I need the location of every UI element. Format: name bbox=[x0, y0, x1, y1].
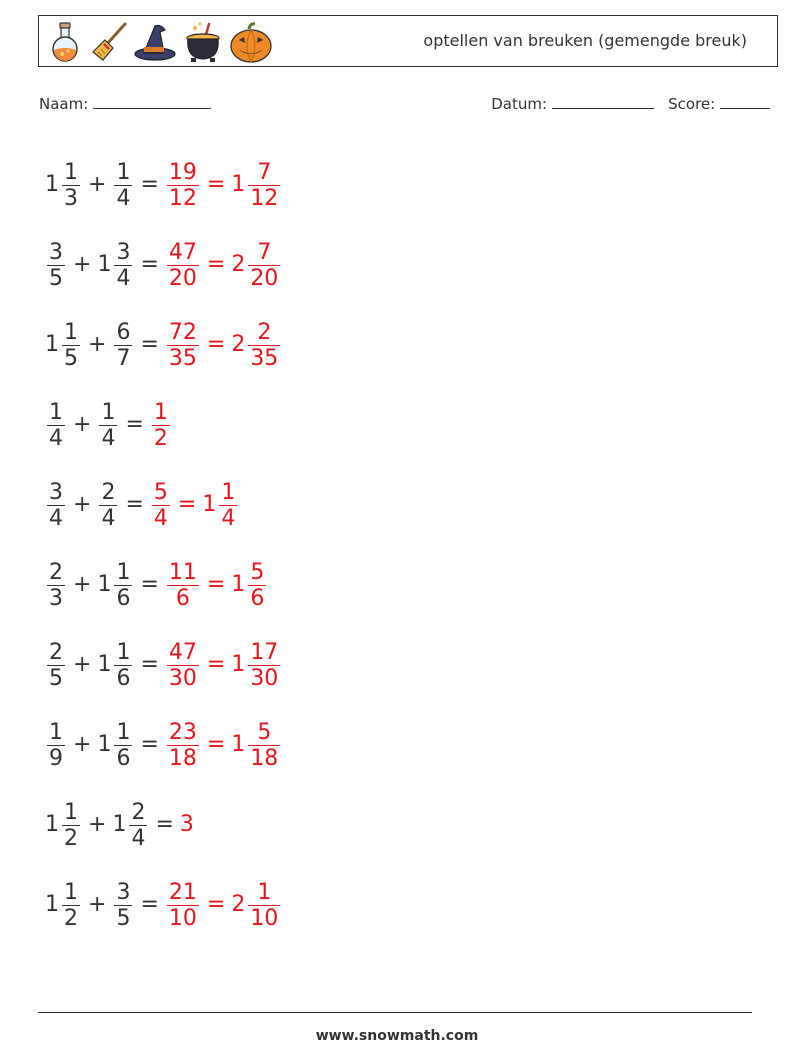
addend-a-group bbox=[45, 320, 82, 371]
header-box bbox=[38, 15, 778, 67]
name-line[interactable] bbox=[93, 92, 211, 109]
broom-icon bbox=[89, 20, 129, 64]
answer-mixed-numerator: 5 bbox=[250, 559, 265, 585]
problem-row bbox=[45, 465, 282, 545]
addend-a-group bbox=[45, 640, 67, 691]
addend-b-fraction bbox=[99, 400, 117, 451]
addend-a-fraction bbox=[47, 640, 65, 691]
answer-improper-fraction bbox=[167, 640, 199, 691]
answer-mixed-numerator: 7 bbox=[257, 159, 272, 185]
addend-a-denominator: 2 bbox=[64, 825, 78, 851]
date-label: Datum: bbox=[491, 95, 548, 113]
answer-improper-denominator: 18 bbox=[168, 745, 197, 771]
addend-b-denominator: 4 bbox=[101, 505, 116, 531]
addend-a-fraction bbox=[47, 560, 65, 611]
answer bbox=[165, 160, 282, 211]
answer-improper-denominator: 30 bbox=[168, 665, 197, 691]
answer-improper-fraction bbox=[167, 160, 199, 211]
addend-a-fraction bbox=[62, 320, 80, 371]
problem-list bbox=[45, 145, 282, 945]
answer-improper-numerator: 47 bbox=[168, 239, 197, 265]
answer-mixed-denominator: 18 bbox=[250, 745, 279, 771]
addend-b-group bbox=[97, 400, 119, 451]
addend-a-fraction bbox=[62, 800, 80, 851]
answer-improper-group bbox=[165, 720, 201, 771]
answer-improper-group bbox=[150, 480, 172, 531]
answer-mixed-group bbox=[231, 320, 282, 371]
answer-improper-denominator: 20 bbox=[168, 265, 197, 291]
answer-improper-denominator: 10 bbox=[168, 905, 197, 931]
addend-b-whole: 1 bbox=[97, 652, 112, 677]
addend-b-group bbox=[97, 640, 134, 691]
answer-mixed-group bbox=[231, 160, 282, 211]
addend-b-numerator: 1 bbox=[116, 559, 131, 585]
addend-a-fraction bbox=[47, 480, 65, 531]
answer-mixed-numerator: 17 bbox=[250, 639, 279, 665]
footer-url: www.snowmath.com bbox=[315, 1028, 479, 1044]
answer-mixed-denominator: 35 bbox=[250, 345, 279, 371]
equals-sign: = bbox=[140, 572, 159, 597]
answer-improper-numerator: 72 bbox=[168, 319, 197, 345]
answer-mixed-group bbox=[231, 560, 268, 611]
name-field bbox=[39, 92, 211, 116]
problem-row bbox=[45, 865, 282, 945]
answer-mixed-whole: 2 bbox=[231, 252, 246, 277]
addend-b-numerator: 1 bbox=[116, 719, 131, 745]
problem-row bbox=[45, 385, 282, 465]
addend-b-denominator: 4 bbox=[116, 265, 131, 291]
addend-b-denominator: 6 bbox=[116, 665, 131, 691]
answer-improper-group bbox=[150, 400, 172, 451]
answer-whole: 3 bbox=[179, 812, 194, 837]
cauldron-icon bbox=[181, 20, 225, 64]
answer-improper-denominator: 2 bbox=[153, 425, 168, 451]
addend-b-fraction bbox=[114, 880, 132, 931]
addend-b-group bbox=[97, 720, 134, 771]
answer-improper-fraction bbox=[167, 320, 199, 371]
addend-a-fraction bbox=[47, 720, 65, 771]
answer-mixed-group bbox=[231, 720, 282, 771]
addend-a-fraction bbox=[47, 240, 65, 291]
answer-mixed-group bbox=[231, 240, 282, 291]
answer-mixed-numerator: 2 bbox=[257, 319, 272, 345]
answer-mixed-denominator: 4 bbox=[221, 505, 236, 531]
addend-a-fraction bbox=[62, 160, 80, 211]
name-label: Naam: bbox=[39, 95, 89, 113]
addend-b-numerator: 2 bbox=[131, 799, 146, 825]
addend-a-denominator: 5 bbox=[64, 345, 78, 371]
answer-mixed-fraction bbox=[248, 320, 280, 371]
answer bbox=[165, 880, 282, 931]
addend-a-whole: 1 bbox=[45, 892, 59, 917]
answer-improper-fraction bbox=[167, 560, 199, 611]
addend-b-whole: 1 bbox=[97, 572, 112, 597]
addend-a-group bbox=[45, 720, 67, 771]
addend-a-group bbox=[45, 560, 67, 611]
addend-b-numerator: 6 bbox=[116, 319, 131, 345]
equals-sign: = bbox=[140, 252, 159, 277]
answer bbox=[150, 480, 239, 531]
equals-sign: = bbox=[140, 172, 159, 197]
score-line[interactable] bbox=[720, 92, 770, 109]
equals-sign: = bbox=[125, 412, 144, 437]
addend-b-numerator: 1 bbox=[116, 639, 131, 665]
addend-b-denominator: 4 bbox=[116, 185, 131, 211]
addend-b-numerator: 2 bbox=[101, 479, 116, 505]
addend-a-group bbox=[45, 480, 67, 531]
equals-sign: = bbox=[140, 652, 159, 677]
problem-row bbox=[45, 225, 282, 305]
plus-sign: + bbox=[73, 652, 92, 677]
addend-a-denominator: 3 bbox=[64, 185, 78, 211]
problem-row bbox=[45, 145, 282, 225]
answer-mixed-whole: 2 bbox=[231, 332, 246, 357]
answer-improper-numerator: 19 bbox=[168, 159, 197, 185]
addend-a-group bbox=[45, 800, 82, 851]
addend-a-fraction bbox=[62, 880, 80, 931]
answer-mixed-fraction bbox=[248, 720, 280, 771]
addend-a-whole: 1 bbox=[45, 332, 59, 357]
addend-a-numerator: 3 bbox=[49, 479, 63, 505]
equals-sign: = bbox=[125, 492, 144, 517]
addend-a-denominator: 2 bbox=[64, 905, 78, 931]
answer-mixed-fraction bbox=[248, 640, 280, 691]
addend-b-group bbox=[97, 480, 119, 531]
score-label: Score: bbox=[668, 95, 716, 113]
addend-a-numerator: 1 bbox=[49, 399, 63, 425]
plus-sign: + bbox=[73, 492, 92, 517]
worksheet-title: optellen van breuken (gemengde breuk) bbox=[423, 31, 747, 50]
answer-mixed-fraction bbox=[248, 160, 280, 211]
addend-b-fraction bbox=[114, 560, 132, 611]
answer bbox=[165, 320, 282, 371]
answer-mixed-fraction bbox=[248, 880, 280, 931]
addend-a-numerator: 1 bbox=[64, 799, 78, 825]
answer-improper-group bbox=[165, 240, 201, 291]
addend-b-fraction bbox=[114, 320, 132, 371]
addend-a-group bbox=[45, 880, 82, 931]
witch-hat-icon bbox=[133, 20, 177, 64]
answer-improper-group bbox=[165, 320, 201, 371]
answer-improper-numerator: 11 bbox=[168, 559, 197, 585]
answer-improper-numerator: 47 bbox=[168, 639, 197, 665]
addend-b-group bbox=[112, 160, 134, 211]
answer-improper-fraction bbox=[152, 400, 170, 451]
addend-b-fraction bbox=[99, 480, 117, 531]
plus-sign: + bbox=[88, 172, 107, 197]
addend-b-fraction bbox=[114, 640, 132, 691]
addend-a-numerator: 1 bbox=[64, 879, 78, 905]
addend-b-numerator: 3 bbox=[116, 879, 131, 905]
answer-equals-sign: = bbox=[206, 252, 226, 277]
answer bbox=[165, 240, 282, 291]
addend-b-group bbox=[97, 240, 134, 291]
addend-b-group bbox=[97, 560, 134, 611]
answer-equals-sign: = bbox=[177, 492, 197, 517]
pumpkin-icon bbox=[229, 20, 273, 64]
answer-improper-fraction bbox=[152, 480, 170, 531]
problem-row bbox=[45, 625, 282, 705]
answer-improper-denominator: 4 bbox=[153, 505, 168, 531]
answer-improper-denominator: 12 bbox=[168, 185, 197, 211]
addend-b-numerator: 3 bbox=[116, 239, 131, 265]
addend-b-fraction bbox=[114, 240, 132, 291]
answer-improper-group bbox=[165, 160, 201, 211]
plus-sign: + bbox=[73, 572, 92, 597]
answer-improper-fraction bbox=[167, 240, 199, 291]
icon-row bbox=[45, 18, 273, 66]
problem-row bbox=[45, 785, 282, 865]
answer-mixed-denominator: 6 bbox=[250, 585, 265, 611]
addend-b-whole: 1 bbox=[112, 812, 127, 837]
answer-improper-numerator: 21 bbox=[168, 879, 197, 905]
addend-b-fraction bbox=[114, 720, 132, 771]
plus-sign: + bbox=[73, 732, 92, 757]
answer-mixed-whole: 1 bbox=[231, 652, 246, 677]
answer-improper-fraction bbox=[167, 880, 199, 931]
addend-a-group bbox=[45, 240, 67, 291]
plus-sign: + bbox=[73, 412, 92, 437]
addend-b-denominator: 6 bbox=[116, 585, 131, 611]
addend-a-denominator: 4 bbox=[49, 425, 63, 451]
equals-sign: = bbox=[140, 732, 159, 757]
answer bbox=[165, 640, 282, 691]
footer-divider bbox=[38, 1012, 752, 1013]
answer-improper-denominator: 35 bbox=[168, 345, 197, 371]
addend-a-numerator: 2 bbox=[49, 559, 63, 585]
addend-a-numerator: 2 bbox=[49, 639, 63, 665]
equals-sign: = bbox=[155, 812, 174, 837]
potion-icon bbox=[45, 20, 85, 64]
addend-b-whole: 1 bbox=[97, 732, 112, 757]
addend-b-denominator: 4 bbox=[101, 425, 116, 451]
addend-a-denominator: 3 bbox=[49, 585, 63, 611]
answer-improper-denominator: 6 bbox=[175, 585, 190, 611]
answer-mixed-whole: 2 bbox=[231, 892, 246, 917]
answer-equals-sign: = bbox=[206, 732, 226, 757]
equals-sign: = bbox=[140, 332, 159, 357]
addend-a-numerator: 1 bbox=[64, 319, 78, 345]
answer-improper-numerator: 5 bbox=[153, 479, 168, 505]
answer-mixed-fraction bbox=[248, 560, 266, 611]
answer-equals-sign: = bbox=[206, 892, 226, 917]
addend-b-group bbox=[112, 880, 134, 931]
addend-b-numerator: 1 bbox=[116, 159, 131, 185]
answer-mixed-group bbox=[231, 880, 282, 931]
answer-mixed-numerator: 7 bbox=[257, 239, 272, 265]
answer-improper-group bbox=[165, 560, 201, 611]
answer-improper-numerator: 23 bbox=[168, 719, 197, 745]
answer-improper-numerator: 1 bbox=[153, 399, 168, 425]
answer-equals-sign: = bbox=[206, 332, 226, 357]
answer-mixed-denominator: 12 bbox=[250, 185, 279, 211]
addend-b-whole: 1 bbox=[97, 252, 112, 277]
answer-mixed-group bbox=[231, 640, 282, 691]
answer-mixed-denominator: 20 bbox=[250, 265, 279, 291]
addend-a-numerator: 1 bbox=[64, 159, 78, 185]
plus-sign: + bbox=[88, 332, 107, 357]
equals-sign: = bbox=[140, 892, 159, 917]
answer bbox=[150, 400, 172, 451]
addend-a-denominator: 4 bbox=[49, 505, 63, 531]
date-line[interactable] bbox=[552, 92, 654, 109]
addend-b-denominator: 5 bbox=[116, 905, 131, 931]
addend-a-group bbox=[45, 160, 82, 211]
addend-b-denominator: 4 bbox=[131, 825, 146, 851]
addend-a-denominator: 5 bbox=[49, 265, 63, 291]
answer-mixed-whole: 1 bbox=[231, 572, 246, 597]
addend-a-denominator: 9 bbox=[49, 745, 63, 771]
answer-mixed-denominator: 10 bbox=[250, 905, 279, 931]
addend-a-numerator: 1 bbox=[49, 719, 63, 745]
answer bbox=[165, 720, 282, 771]
addend-a-group bbox=[45, 400, 67, 451]
addend-a-denominator: 5 bbox=[49, 665, 63, 691]
problem-row bbox=[45, 705, 282, 785]
answer-equals-sign: = bbox=[206, 172, 226, 197]
answer-equals-sign: = bbox=[206, 652, 226, 677]
problem-row bbox=[45, 545, 282, 625]
addend-a-whole: 1 bbox=[45, 812, 59, 837]
answer-mixed-whole: 1 bbox=[202, 492, 217, 517]
answer-improper-group bbox=[165, 880, 201, 931]
answer bbox=[165, 560, 268, 611]
addend-b-denominator: 7 bbox=[116, 345, 131, 371]
plus-sign: + bbox=[88, 892, 107, 917]
answer-improper-fraction bbox=[167, 720, 199, 771]
answer-mixed-numerator: 5 bbox=[257, 719, 272, 745]
addend-b-denominator: 6 bbox=[116, 745, 131, 771]
answer-mixed-denominator: 30 bbox=[250, 665, 279, 691]
plus-sign: + bbox=[88, 812, 107, 837]
addend-a-whole: 1 bbox=[45, 172, 59, 197]
answer-mixed-numerator: 1 bbox=[257, 879, 272, 905]
answer bbox=[180, 814, 194, 836]
answer-mixed-whole: 1 bbox=[231, 172, 246, 197]
answer-mixed-whole: 1 bbox=[231, 732, 246, 757]
answer-equals-sign: = bbox=[206, 572, 226, 597]
answer-mixed-numerator: 1 bbox=[221, 479, 236, 505]
addend-b-group bbox=[112, 320, 134, 371]
addend-b-group bbox=[112, 800, 149, 851]
addend-a-fraction bbox=[47, 400, 65, 451]
answer-improper-group bbox=[165, 640, 201, 691]
answer-mixed-fraction bbox=[219, 480, 237, 531]
answer-mixed-fraction bbox=[248, 240, 280, 291]
addend-b-numerator: 1 bbox=[101, 399, 116, 425]
plus-sign: + bbox=[73, 252, 92, 277]
addend-b-fraction bbox=[129, 800, 147, 851]
addend-a-numerator: 3 bbox=[49, 239, 63, 265]
date-score-fields bbox=[491, 92, 770, 116]
problem-row bbox=[45, 305, 282, 385]
addend-b-fraction bbox=[114, 160, 132, 211]
answer-mixed-group bbox=[202, 480, 239, 531]
